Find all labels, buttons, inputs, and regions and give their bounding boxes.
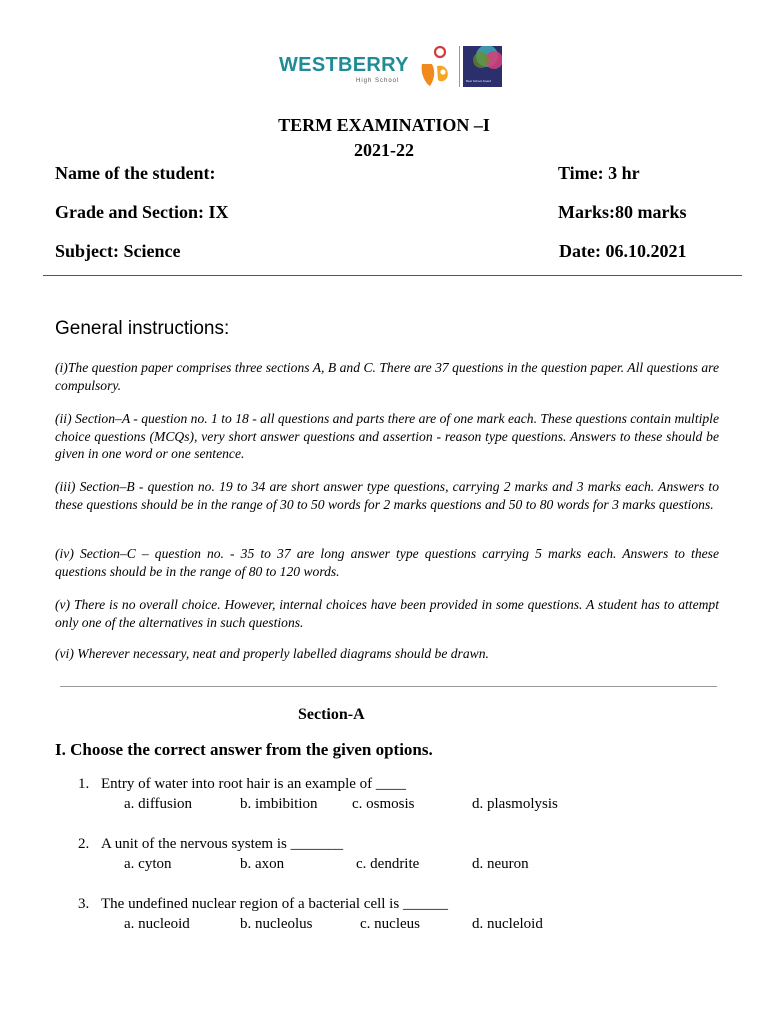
school-name: WESTBERRY (279, 54, 409, 76)
student-name-label: Name of the student: (55, 163, 216, 183)
question-number: 3. (78, 896, 90, 912)
logo-divider (459, 46, 460, 87)
instruction-item: (vi) Wherever necessary, neat and properly labelled diagrams should be drawn. (55, 646, 489, 661)
exam-marks: Marks:80 marks (558, 202, 687, 222)
option-d: d. nucleloid (472, 916, 543, 932)
header-divider (43, 275, 742, 276)
question-number: 2. (78, 836, 90, 852)
question-text: The undefined nuclear region of a bacterial cell is ______ (101, 896, 448, 912)
instruction-item: (iv) Section–C – question no. - 35 to 37 are long answer type questions carrying 5 marks each. Answers to these questions should be in the range of 80 to 120 words. (55, 546, 719, 579)
exam-time: Time: 3 hr (558, 163, 640, 183)
option-c: c. dendrite (356, 856, 420, 872)
instruction-item: (ii) Section–A - question no. 1 to 18 - all questions and parts there are of one mark each. These questions contain multiple choice questions (MCQs), very short answer questions and assertion - reason type questions. Answers to these should be given in one word or one sentence. (55, 411, 719, 461)
section-instruction: I. Choose the correct answer from the given options. (55, 740, 433, 759)
exam-date: Date: 06.10.2021 (559, 241, 687, 261)
question-text: A unit of the nervous system is _______ (101, 836, 344, 852)
option-b: b. nucleolus (240, 916, 313, 932)
option-c: c. nucleus (360, 916, 420, 932)
question-number: 1. (78, 776, 90, 792)
option-c: c. osmosis (352, 796, 415, 812)
instruction-item: (v) There is no overall choice. However, internal choices have been provided in some questions. A student has to attempt only one of the alternatives in such questions. (55, 597, 719, 630)
option-d: d. neuron (472, 856, 529, 872)
exam-title: TERM EXAMINATION –I (278, 115, 490, 135)
option-d: d. plasmolysis (472, 796, 558, 812)
question-text: Entry of water into root hair is an example of ____ (101, 776, 406, 792)
grade-section: Grade and Section: IX (55, 202, 229, 222)
option-b: b. axon (240, 856, 285, 872)
option-b: b. imbibition (240, 796, 318, 812)
section-divider (60, 686, 717, 687)
exam-year: 2021-22 (354, 140, 414, 160)
award-badge (463, 46, 502, 87)
instruction-item: (i)The question paper comprises three sections A, B and C. There are 37 questions in the question paper. All questions are compulsory. (55, 360, 719, 393)
instruction-item: (iii) Section–B - question no. 19 to 34 are short answer type questions, carrying 2 marks and 3 marks each. Answers to these questions should be in the range of 30 to 50 words for 2 marks questions and 50 to 80 words for 3 marks questions. (55, 479, 719, 512)
section-title: Section-A (298, 706, 365, 723)
option-a: a. nucleoid (124, 916, 190, 932)
school-subname: High School (356, 78, 400, 84)
badge-caption: Best School Award (466, 79, 492, 83)
instructions-title: General instructions: (55, 318, 230, 339)
option-a: a. cyton (124, 856, 172, 872)
westberry-emblem-icon (416, 44, 456, 90)
option-a: a. diffusion (124, 796, 193, 812)
exam-subject: Subject: Science (55, 241, 181, 261)
